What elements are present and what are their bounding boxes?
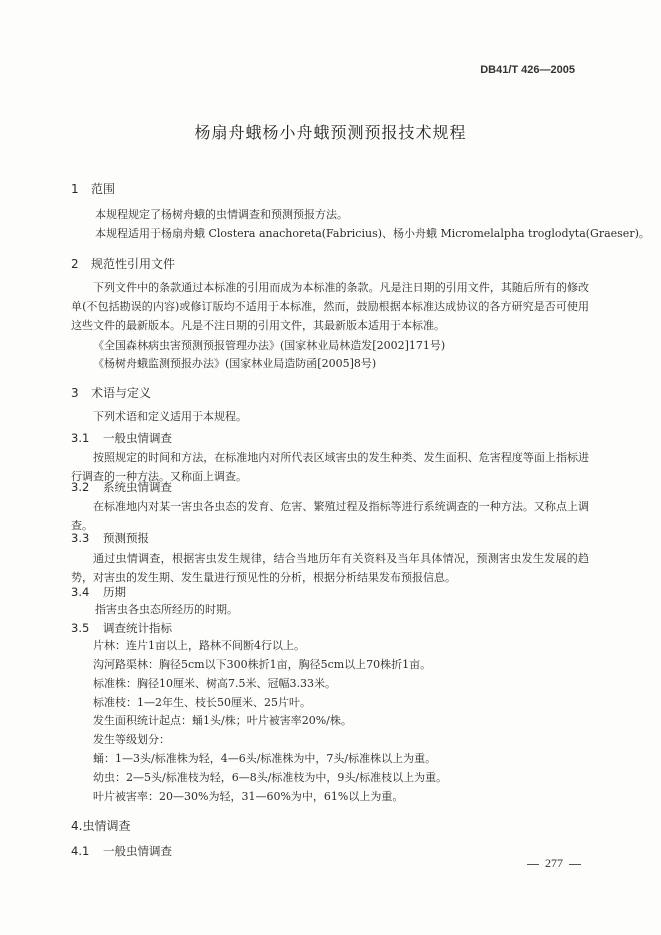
indicator-line: 标准枝：1—2年生、枝长50厘米、25片叶。 bbox=[93, 696, 311, 709]
term-number: 3.1 bbox=[71, 431, 90, 445]
term-title: 预测预报 bbox=[103, 531, 149, 545]
section-2-paragraph: 下列文件中的条款通过本标准的引用而成为本标准的条款。凡是注日期的引用文件，其随后所有的修改单(不包括勘误的内容)或修订版均不适用于本标准，然而，鼓励根据本标准达成协议的各方研究是否可使用这些文件的最新版本。凡是不注日期的引用文件，其最新版本适用于本标准。 bbox=[71, 281, 589, 332]
page-number bbox=[521, 856, 587, 871]
section-3-intro: 下列术语和定义适用于本规程。 bbox=[93, 410, 247, 423]
section-4-1-heading bbox=[71, 843, 172, 859]
section-number: 3 bbox=[71, 386, 79, 400]
term-3-1-heading bbox=[71, 430, 172, 446]
term-number: 3.2 bbox=[71, 480, 90, 494]
indicator-line: 幼虫：2—5头/标准枝为轻，6—8头/标准枝为中，9头/标准枝以上为重。 bbox=[93, 771, 448, 784]
section-title: 规范性引用文件 bbox=[91, 257, 176, 271]
section-1-line-2: 本规程适用于杨扇舟蛾 Clostera anachoreta(Fabricius)、杨小舟蛾 Micromelalpha troglodyta(Graeser)。 bbox=[95, 227, 650, 240]
term-3-1-definition: 按照规定的时间和方法，在标准地内对所代表区域害虫的发生种类、发生面积、危害程度等面上指标进行调查的一种方法。又称面上调查。 bbox=[71, 451, 589, 483]
term-number: 3.4 bbox=[71, 585, 90, 599]
page-number-dash bbox=[569, 864, 581, 865]
term-3-2-definition: 在标准地内对某一害虫各虫态的发育、危害、繁殖过程及指标等进行系统调查的一种方法。又称点上调查。 bbox=[71, 500, 589, 532]
subsection-number: 4.1 bbox=[71, 844, 90, 858]
indicator-line: 发生等级划分： bbox=[93, 733, 170, 746]
indicator-line: 蛹：1—3头/标准株为轻，4—6头/标准株为中，7头/标准株以上为重。 bbox=[93, 752, 437, 765]
standard-number: DB41/T 426—2005 bbox=[480, 64, 575, 76]
indicator-line: 沟河路渠林：胸径5cm以下300株折1亩，胸径5cm以上70株折1亩。 bbox=[93, 658, 432, 671]
term-3-2-heading bbox=[71, 479, 172, 495]
section-1-line-1: 本规程规定了杨树舟蛾的虫情调查和预测预报方法。 bbox=[95, 208, 348, 221]
document-title: 杨扇舟蛾杨小舟蛾预测预报技术规程 bbox=[194, 123, 467, 142]
section-number: 4 bbox=[71, 819, 79, 833]
subsection-title: 一般虫情调查 bbox=[103, 844, 172, 858]
indicator-line: 片林：连片1亩以上，路林不间断4行以上。 bbox=[93, 639, 305, 652]
reference-1: 《全国森林病虫害预测预报管理办法》(国家林业局林造发[2002]171号) bbox=[93, 339, 446, 352]
term-3-3-heading bbox=[71, 530, 149, 546]
term-number: 3.3 bbox=[71, 531, 90, 545]
term-number: 3.5 bbox=[71, 621, 90, 635]
section-number-dot: . bbox=[78, 819, 83, 833]
section-1-heading bbox=[71, 180, 115, 197]
term-3-5-heading bbox=[71, 620, 172, 636]
indicator-line: 标准株：胸径10厘米、树高7.5米、冠幅3.33米。 bbox=[93, 677, 336, 690]
term-3-3-definition: 通过虫情调查，根据害虫发生规律，结合当地历年有关资料及当年具体情况，预测害虫发生发展的趋势，对害虫的发生期、发生量进行预见性的分析，根据分析结果发布预报信息。 bbox=[71, 552, 589, 584]
section-4-heading bbox=[71, 817, 130, 834]
term-title: 一般虫情调查 bbox=[103, 431, 172, 445]
term-title: 调查统计指标 bbox=[103, 621, 172, 635]
section-number: 1 bbox=[71, 182, 79, 196]
page-number-text: 277 bbox=[545, 856, 563, 870]
section-title: 虫情调查 bbox=[82, 819, 131, 833]
section-3-heading bbox=[71, 384, 151, 401]
term-3-4-definition: 指害虫各虫态所经历的时期。 bbox=[95, 603, 238, 616]
indicator-line: 发生面积统计起点：蛹1头/株；叶片被害率20%/株。 bbox=[93, 714, 352, 727]
section-number: 2 bbox=[71, 257, 79, 271]
section-2-heading bbox=[71, 255, 175, 272]
section-title: 范围 bbox=[91, 182, 116, 196]
indicator-line: 叶片被害率：20—30%为轻，31—60%为中，61%以上为重。 bbox=[93, 790, 404, 803]
page-number-dash bbox=[527, 864, 539, 865]
reference-2: 《杨树舟蛾监测预报办法》(国家林业局造防函[2005]8号) bbox=[93, 357, 377, 370]
term-3-4-heading bbox=[71, 584, 126, 600]
section-title: 术语与定义 bbox=[91, 386, 152, 400]
term-title: 历期 bbox=[103, 585, 126, 599]
term-title: 系统虫情调查 bbox=[103, 480, 172, 494]
